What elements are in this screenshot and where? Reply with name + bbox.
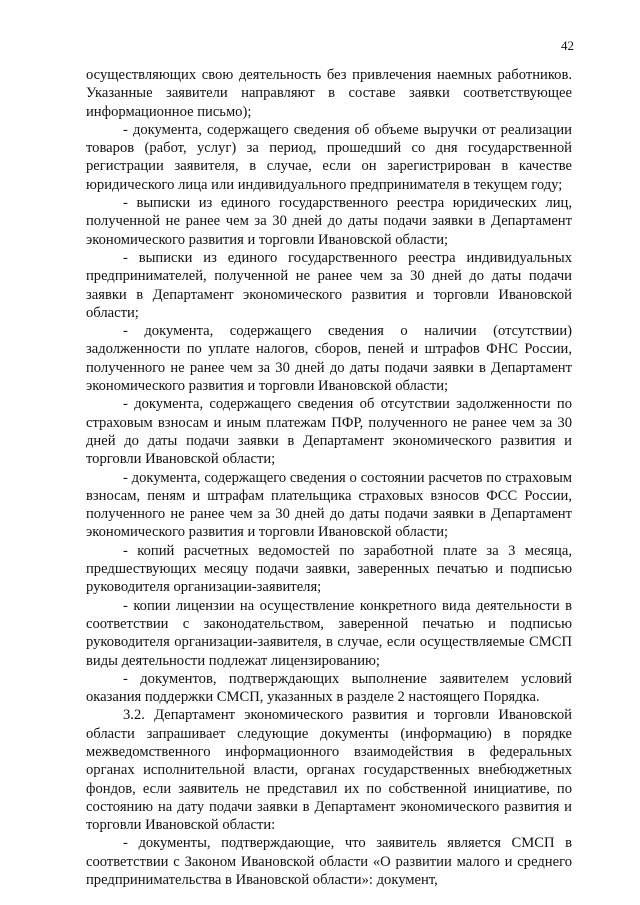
paragraph: - документы, подтверждающие, что заявитель является СМСП в соответствии с Законом Ивановской области «О развитии малого и среднего предпринимательства в Ивановской области»: документ, (86, 835, 572, 889)
paragraph: - выписки из единого государственного реестра юридических лиц, полученной не ранее чем за 30 дней до даты подачи заявки в Департамент экономического развития и торговли Ивановской области; (86, 195, 572, 248)
paragraph: - копии лицензии на осуществление конкретного вида деятельности в соответствии с законодательством, заверенной печатью и подписью руководителя организации-заявителя, в случае, если осуществляемые СМСП виды деятельности подлежат лицензированию; (86, 597, 572, 669)
paragraph: осуществляющих свою деятельность без привлечения наемных работников. Указанные заявители направляют в составе заявки соответствующее информационное письмо); (86, 67, 572, 120)
paragraph: - документа, содержащего сведения об объеме выручки от реализации товаров (работ, услуг) за период, прошедший со дня государственной регистрации заявителя, в случае, если он зарегистрирован в качестве юридического лица или индивидуального предпринимателя в текущем году; (86, 121, 572, 193)
page-number: 42 (561, 38, 574, 53)
document-body (86, 66, 572, 889)
paragraph: - документа, содержащего сведения о наличии (отсутствии) задолженности по уплате налогов, сборов, пеней и штрафов ФНС России, полученного не ранее чем за 30 дней до даты подачи заявки в Департамент экономического развития и торговли Ивановской области; (86, 323, 572, 395)
paragraph: - выписки из единого государственного реестра индивидуальных предпринимателей, полученной не ранее чем за 30 дней до даты подачи заявки в Департамент экономического развития и торговли Ивановской области; (86, 249, 572, 321)
paragraph: - документа, содержащего сведения о состоянии расчетов по страховым взносам, пеням и штрафам плательщика страховых взносов ФСС России, полученного не ранее чем за 30 дней до даты подачи заявки в Департамент экономического развития и торговли Ивановской области; (86, 469, 572, 541)
paragraph: - документов, подтверждающих выполнение заявителем условий оказания поддержки СМСП, указанных в разделе 2 настоящего Порядка. (86, 670, 572, 706)
paragraph: - документа, содержащего сведения об отсутствии задолженности по страховым взносам и иным платежам ПФР, полученного не ранее чем за 30 дней до даты подачи заявки в Департамент экономического развития и торговли Ивановской области; (86, 396, 572, 468)
paragraph: 3.2. Департамент экономического развития и торговли Ивановской области запрашивает следующие документы (информацию) в порядке межведомственного информационного взаимодействия в федеральных органах исполнительной власти, органах государственных внебюджетных фондов, если заявитель не представил их по собственной инициативе, по состоянию на дату подачи заявки в Департамент экономического развития и торговли Ивановской области: (86, 707, 572, 834)
paragraph: - копий расчетных ведомостей по заработной плате за 3 месяца, предшествующих месяцу подачи заявки, заверенных печатью и подписью руководителя организации-заявителя; (86, 542, 572, 596)
